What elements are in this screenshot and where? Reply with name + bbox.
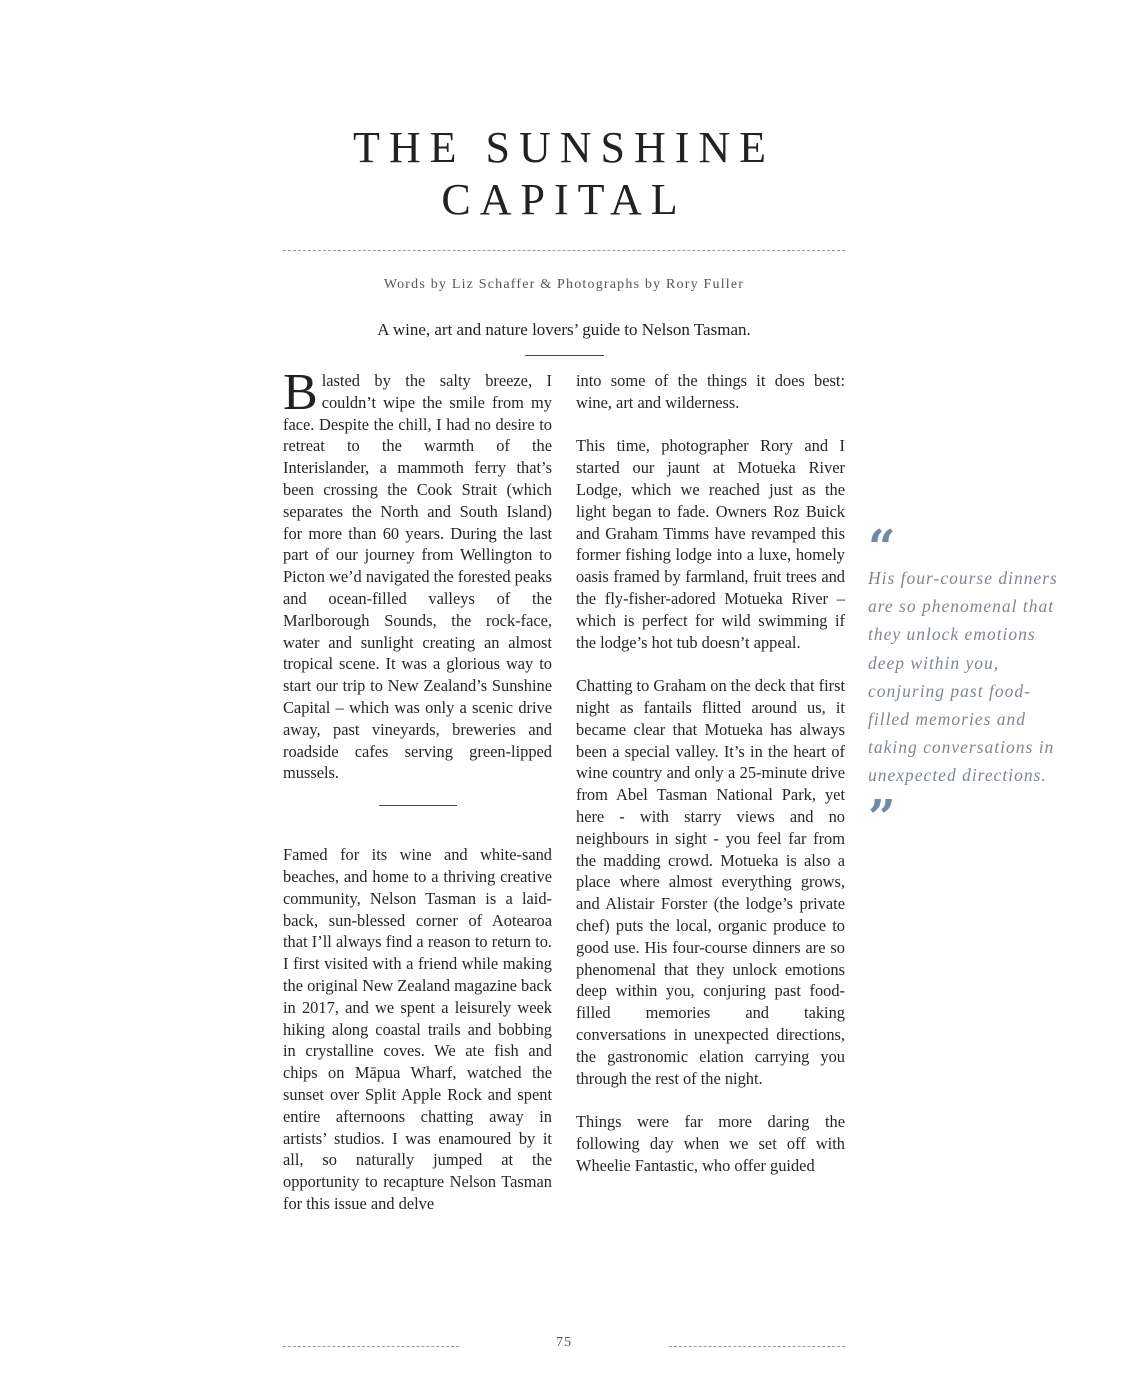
paragraph: Chatting to Graham on the deck that first night as fantails flitted around us, it became clear that Motueka has always been a special valley. It’s in the heart of wine country and only a 25-minute drive from Abel Tasman National Park, yet here - with starry views and no neighbours in sight - you feel far from the madding crowd. Motueka is also a place where almost everything grows, and Alistair Forster (the lodge’s private chef) puts the local, organic produce to good use. His four-course dinners are so phenomenal that they unlock emotions deep within you, conjuring past food-filled memories and taking conversations in unexpected directions, the gastronomic elation carrying you through the rest of the night.	[576, 676, 846, 1088]
footer-divider-left	[283, 1346, 459, 1347]
paragraph: Things were far more daring the following day when we set off with Wheelie Fantastic, who offer guided	[576, 1112, 845, 1175]
paragraph: This time, photographer Rory and I started our jaunt at Motueka River Lodge, which we reached just as the light began to fade. Owners Roz Buick and Graham Timms have revamped this former fishing lodge into a luxe, homely oasis framed by farmland, fruit trees and the fly-fisher-adored Motueka River – which is perfect for wild swimming if the lodge’s hot tub doesn’t appeal.	[576, 436, 845, 652]
paragraph: Famed for its wine and white-sand beaches, and home to a thriving creative community, Nelson Tasman is a laid-back, sun-blessed corner of Aotearoa that I’ll always find a reason to return to. I first visited with a friend while making the original New Zealand magazine back in 2017, and we spent a leisurely week hiking along coastal trails and bobbing in crystalline coves. We ate fish and chips on Māpua Wharf, watched the sunset over Split Apple Rock and spent entire afternoons chatting away in artists’ studios. I was enamoured by it all, so naturally jumped at the opportunity to recapture Nelson Tasman for this issue and delve	[283, 845, 552, 1213]
title-line-1: THE SUNSHINE	[352, 123, 776, 172]
standfirst-divider	[525, 355, 604, 356]
title-divider	[283, 250, 845, 251]
column-right	[576, 370, 845, 1176]
drop-cap: B	[283, 364, 318, 421]
article-title	[283, 122, 845, 226]
paragraph-text: lasted by the salty breeze, I couldn’t wipe the smile from my face. Despite the chill, I had no desire to retreat to the warmth of the Interislander, a mammoth ferry that’s been crossing the Cook Strait (which separates the North and South Island) for more than 60 years. During the last part of our journey from Wellington to Picton we’d navigated the forested peaks and ocean-filled valleys of the Marlborough Sounds, the rock-face, water and sunlight creating an almost tropical scene. It was a glorious way to start our trip to New Zealand’s Sunshine Capital – which was only a scenic drive away, past vineyards, breweries and roadside cafes serving green-lipped mussels.	[283, 371, 552, 783]
page-number: 75	[556, 1335, 572, 1350]
pull-quote-text: His four-course dinners are so phenomenal that they unlock emotions deep within you, conjuring past food-filled memories and taking conversations in unexpected directions.	[868, 568, 1058, 786]
column-left	[283, 364, 552, 1215]
paragraph	[283, 364, 552, 784]
pull-quote	[868, 526, 1058, 832]
open-quote-icon: “	[868, 526, 896, 562]
title-line-2: CAPITAL	[441, 175, 687, 224]
standfirst: A wine, art and nature lovers’ guide to Nelson Tasman.	[377, 320, 751, 339]
byline: Words by Liz Schaffer & Photographs by Rory Fuller	[383, 277, 745, 292]
close-quote-icon: ”	[868, 795, 896, 832]
footer-divider-right	[669, 1346, 845, 1347]
section-divider	[379, 805, 457, 806]
paragraph: into some of the things it does best: wine, art and wilderness.	[576, 371, 845, 412]
